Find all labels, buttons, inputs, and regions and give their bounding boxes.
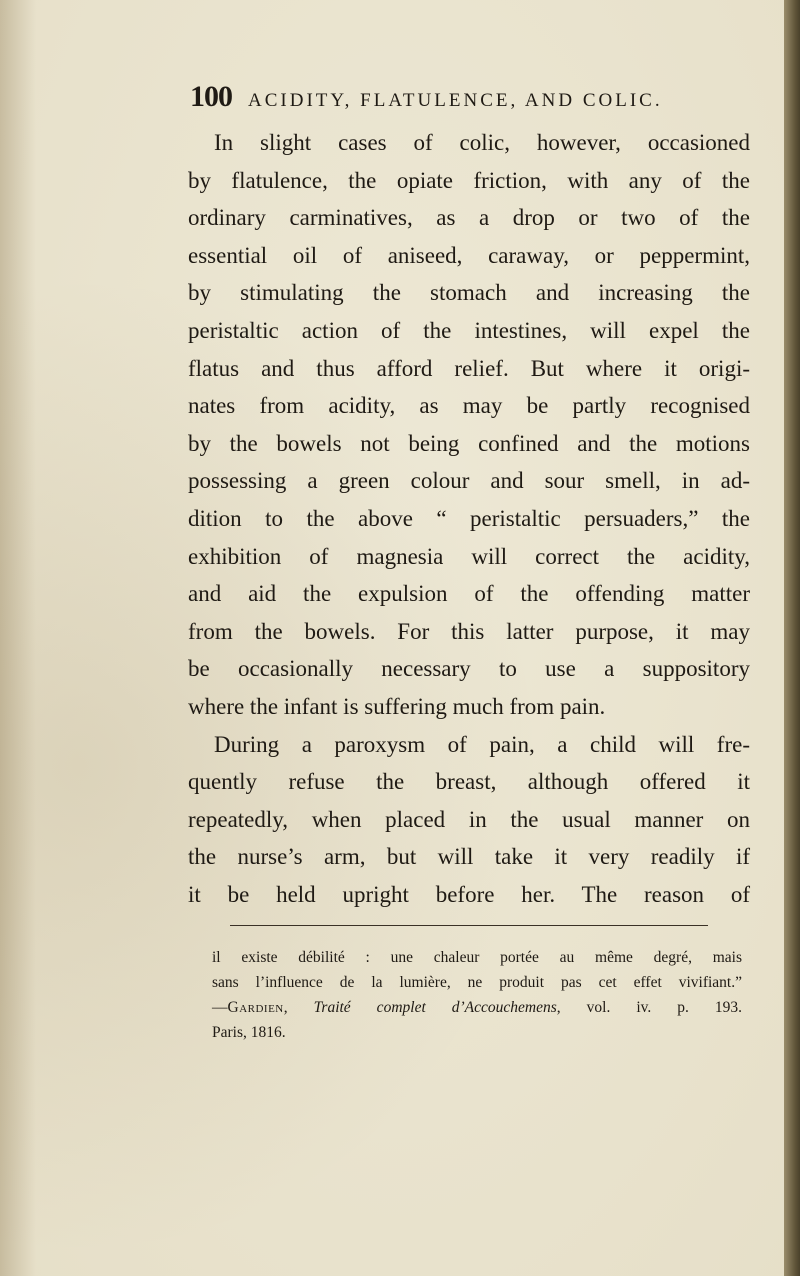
footnote: [212, 945, 742, 1045]
page-header: [190, 80, 750, 114]
text-line: ordinary carminatives, as a drop or two of the: [188, 205, 750, 231]
text-line: be occasionally necessary to use a suppository: [188, 656, 750, 682]
footnote-line: Paris, 1816.: [212, 1024, 286, 1041]
text-line: exhibition of magnesia will correct the acidity,: [188, 543, 750, 569]
citation-author: Gardien: [227, 999, 284, 1016]
text-line: it be held upright before her. The reason of: [188, 881, 750, 907]
footnote-divider: [230, 925, 708, 926]
text-line: by stimulating the stomach and increasing the: [188, 280, 750, 306]
text-line: the nurse’s arm, but will take it very readily if: [188, 844, 750, 870]
text-line: possessing a green colour and sour smell, in ad-: [188, 468, 750, 494]
running-head: ACIDITY, FLATULENCE, AND COLIC.: [248, 90, 663, 111]
text-line: flatus and thus afford relief. But where it origi-: [188, 355, 750, 381]
citation-work-title: Traité complet d’Accouchemens: [313, 999, 557, 1016]
citation-separator: ,: [283, 999, 314, 1016]
text-line: from the bowels. For this latter purpose, it may: [188, 618, 750, 644]
text-line: nates from acidity, as may be partly recognised: [188, 393, 750, 419]
footnote-line: sans l’influence de la lumière, ne produit pas cet effet vivifiant.”: [212, 974, 742, 991]
page-gutter-shadow: [0, 0, 36, 1276]
footnote-line: il existe débilité : une chaleur portée au même degré, mais: [212, 949, 742, 966]
text-line: In slight cases of colic, however, occasioned: [214, 130, 750, 155]
text-line: by flatulence, the opiate friction, with any of the: [188, 167, 750, 193]
text-line: quently refuse the breast, although offered it: [188, 769, 750, 795]
page-number: 100: [190, 80, 232, 113]
book-edge: [784, 0, 800, 1276]
citation-dash: —: [212, 999, 228, 1016]
text-line: During a paroxysm of pain, a child will fre-: [214, 731, 750, 757]
text-line: by the bowels not being confined and the motions: [188, 430, 750, 456]
citation-volume-page: , vol. iv. p. 193.: [556, 999, 743, 1016]
footnote-citation-line: [212, 995, 742, 1020]
body-text: [188, 124, 750, 913]
text-line: repeatedly, when placed in the usual manner on: [188, 806, 750, 832]
text-line: where the infant is suffering much from pain.: [188, 693, 606, 719]
text-line: peristaltic action of the intestines, will expel the: [188, 317, 750, 343]
text-line: dition to the above “ peristaltic persuaders,” the: [188, 505, 750, 531]
text-line: essential oil of aniseed, caraway, or peppermint,: [188, 242, 750, 268]
text-line: and aid the expulsion of the offending matter: [188, 581, 750, 607]
